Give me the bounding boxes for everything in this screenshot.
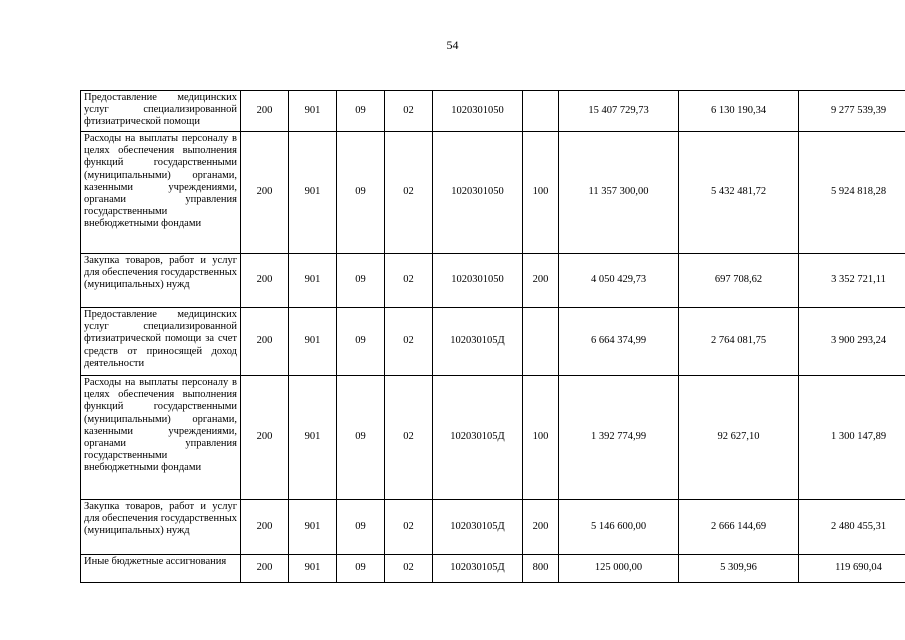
row-code-1: 200 bbox=[241, 376, 289, 500]
row-section-code: 09 bbox=[337, 308, 385, 376]
row-expense-type: 100 bbox=[523, 376, 559, 500]
table-row bbox=[81, 555, 905, 583]
row-subsection-code: 02 bbox=[385, 500, 433, 555]
row-ministry-code: 901 bbox=[289, 254, 337, 308]
row-section-code: 09 bbox=[337, 254, 385, 308]
row-value-2: 6 130 190,34 bbox=[679, 91, 799, 132]
row-expense-type: 200 bbox=[523, 500, 559, 555]
row-code-1: 200 bbox=[241, 91, 289, 132]
row-value-1: 4 050 429,73 bbox=[559, 254, 679, 308]
row-section-code: 09 bbox=[337, 376, 385, 500]
row-description: Предоставление медицинских услуг специализированной фтизиатрической помощи bbox=[81, 91, 241, 132]
row-expense-type: 800 bbox=[523, 555, 559, 583]
budget-table bbox=[80, 90, 905, 583]
row-expense-type bbox=[523, 308, 559, 376]
row-section-code: 09 bbox=[337, 91, 385, 132]
table-row bbox=[81, 132, 905, 254]
row-value-2: 92 627,10 bbox=[679, 376, 799, 500]
row-description: Закупка товаров, работ и услуг для обеспечения государственных (муниципальных) нужд bbox=[81, 500, 241, 555]
row-target-code: 1020301050 bbox=[433, 254, 523, 308]
row-code-1: 200 bbox=[241, 500, 289, 555]
row-description: Закупка товаров, работ и услуг для обеспечения государственных (муниципальных) нужд bbox=[81, 254, 241, 308]
row-value-2: 2 764 081,75 bbox=[679, 308, 799, 376]
row-target-code: 1020301050 bbox=[433, 132, 523, 254]
table-row bbox=[81, 254, 905, 308]
row-subsection-code: 02 bbox=[385, 376, 433, 500]
row-value-2: 697 708,62 bbox=[679, 254, 799, 308]
row-subsection-code: 02 bbox=[385, 254, 433, 308]
row-value-2: 5 309,96 bbox=[679, 555, 799, 583]
row-subsection-code: 02 bbox=[385, 91, 433, 132]
row-value-3: 9 277 539,39 bbox=[799, 91, 905, 132]
table-row bbox=[81, 376, 905, 500]
row-subsection-code: 02 bbox=[385, 132, 433, 254]
row-code-1: 200 bbox=[241, 555, 289, 583]
row-code-1: 200 bbox=[241, 308, 289, 376]
row-target-code: 1020301050 bbox=[433, 91, 523, 132]
row-value-2: 2 666 144,69 bbox=[679, 500, 799, 555]
row-expense-type bbox=[523, 91, 559, 132]
row-value-1: 6 664 374,99 bbox=[559, 308, 679, 376]
row-target-code: 102030105Д bbox=[433, 376, 523, 500]
row-value-1: 5 146 600,00 bbox=[559, 500, 679, 555]
row-value-3: 119 690,04 bbox=[799, 555, 905, 583]
table-row bbox=[81, 91, 905, 132]
row-value-1: 15 407 729,73 bbox=[559, 91, 679, 132]
row-subsection-code: 02 bbox=[385, 308, 433, 376]
row-ministry-code: 901 bbox=[289, 376, 337, 500]
row-target-code: 102030105Д bbox=[433, 308, 523, 376]
row-description: Иные бюджетные ассигнования bbox=[81, 555, 241, 583]
row-value-3: 3 900 293,24 bbox=[799, 308, 905, 376]
row-expense-type: 100 bbox=[523, 132, 559, 254]
row-ministry-code: 901 bbox=[289, 91, 337, 132]
row-value-3: 5 924 818,28 bbox=[799, 132, 905, 254]
row-value-3: 3 352 721,11 bbox=[799, 254, 905, 308]
row-target-code: 102030105Д bbox=[433, 555, 523, 583]
row-ministry-code: 901 bbox=[289, 500, 337, 555]
row-value-2: 5 432 481,72 bbox=[679, 132, 799, 254]
row-value-3: 1 300 147,89 bbox=[799, 376, 905, 500]
row-target-code: 102030105Д bbox=[433, 500, 523, 555]
row-value-1: 125 000,00 bbox=[559, 555, 679, 583]
row-code-1: 200 bbox=[241, 132, 289, 254]
row-code-1: 200 bbox=[241, 254, 289, 308]
row-section-code: 09 bbox=[337, 500, 385, 555]
page-number: 54 bbox=[446, 38, 459, 52]
row-description: Расходы на выплаты персоналу в целях обеспечения выполнения функций государственными (муниципальными) органами, казенными учреждениями, органами управления государственными внебюджетными фондами bbox=[81, 132, 241, 254]
row-description: Расходы на выплаты персоналу в целях обеспечения выполнения функций государственными (муниципальными) органами, казенными учреждениями, органами управления государственными внебюджетными фондами bbox=[81, 376, 241, 500]
row-section-code: 09 bbox=[337, 555, 385, 583]
row-ministry-code: 901 bbox=[289, 555, 337, 583]
row-ministry-code: 901 bbox=[289, 308, 337, 376]
row-subsection-code: 02 bbox=[385, 555, 433, 583]
row-value-1: 11 357 300,00 bbox=[559, 132, 679, 254]
table-row bbox=[81, 308, 905, 376]
row-section-code: 09 bbox=[337, 132, 385, 254]
row-description: Предоставление медицинских услуг специализированной фтизиатрической помощи за счет средств от приносящей доход деятельности bbox=[81, 308, 241, 376]
table-row bbox=[81, 500, 905, 555]
row-ministry-code: 901 bbox=[289, 132, 337, 254]
row-value-3: 2 480 455,31 bbox=[799, 500, 905, 555]
row-value-1: 1 392 774,99 bbox=[559, 376, 679, 500]
row-expense-type: 200 bbox=[523, 254, 559, 308]
